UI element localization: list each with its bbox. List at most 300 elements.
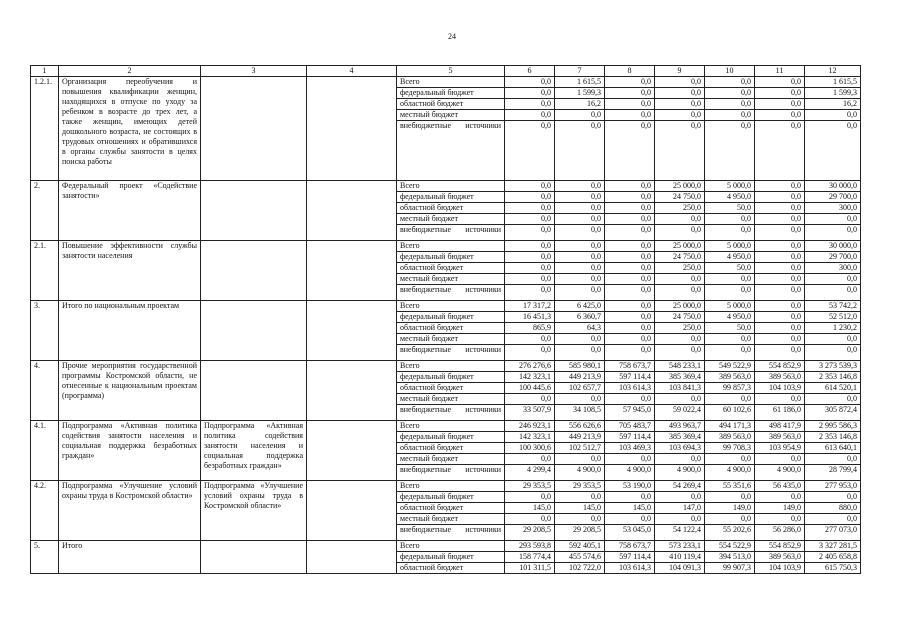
amount-cell: 0,0 — [805, 274, 861, 285]
amount-cell: 29 353,5 — [555, 481, 605, 492]
amount-cell: 389 563,0 — [755, 552, 805, 563]
amount-cell: 0,0 — [605, 514, 655, 525]
amount-cell: 142 323,1 — [505, 372, 555, 383]
amount-cell: 300,0 — [805, 203, 861, 214]
amount-cell: 246 923,1 — [505, 421, 555, 432]
amount-cell: 573 233,1 — [655, 541, 705, 552]
amount-cell: 389 563,0 — [755, 372, 805, 383]
amount-cell: 449 213,9 — [555, 372, 605, 383]
funding-source: областной бюджет — [397, 263, 505, 274]
amount-cell: 0,0 — [705, 214, 755, 225]
amount-cell: 0,0 — [605, 274, 655, 285]
amount-cell: 0,0 — [505, 192, 555, 203]
amount-cell: 0,0 — [555, 181, 605, 192]
amount-cell: 0,0 — [555, 121, 605, 181]
amount-cell: 0,0 — [705, 88, 755, 99]
amount-cell: 53 742,2 — [805, 301, 861, 312]
row-code: 4. — [31, 361, 59, 421]
page-number: 24 — [448, 32, 456, 41]
amount-cell: 0,0 — [505, 110, 555, 121]
amount-cell: 0,0 — [555, 241, 605, 252]
amount-cell: 250,0 — [655, 263, 705, 274]
program-name — [201, 361, 307, 421]
amount-cell: 104 091,3 — [655, 563, 705, 574]
amount-cell: 0,0 — [505, 285, 555, 301]
amount-cell: 50,0 — [705, 203, 755, 214]
table-row — [31, 361, 861, 372]
amount-cell: 0,0 — [755, 345, 805, 361]
amount-cell: 389 563,0 — [705, 432, 755, 443]
amount-cell: 0,0 — [655, 492, 705, 503]
amount-cell: 0,0 — [805, 454, 861, 465]
funding-source: местный бюджет — [397, 274, 505, 285]
table-row — [31, 77, 861, 88]
amount-cell: 16 451,3 — [505, 312, 555, 323]
amount-cell: 0,0 — [705, 274, 755, 285]
amount-cell: 493 963,7 — [655, 421, 705, 432]
amount-cell: 0,0 — [605, 241, 655, 252]
amount-cell: 103 469,3 — [605, 443, 655, 454]
amount-cell: 24 750,0 — [655, 252, 705, 263]
amount-cell: 0,0 — [755, 285, 805, 301]
amount-cell: 410 119,4 — [655, 552, 705, 563]
amount-cell: 0,0 — [605, 88, 655, 99]
amount-cell: 2 353 146,8 — [805, 372, 861, 383]
column-header: 11 — [755, 66, 805, 77]
amount-cell: 103 694,3 — [655, 443, 705, 454]
amount-cell: 0,0 — [655, 214, 705, 225]
amount-cell: 53 190,0 — [605, 481, 655, 492]
amount-cell: 60 102,6 — [705, 405, 755, 421]
amount-cell: 0,0 — [755, 225, 805, 241]
amount-cell: 0,0 — [805, 110, 861, 121]
amount-cell: 0,0 — [605, 110, 655, 121]
amount-cell: 5 000,0 — [705, 181, 755, 192]
amount-cell: 549 522,9 — [705, 361, 755, 372]
amount-cell: 758 673,7 — [605, 361, 655, 372]
funding-source: местный бюджет — [397, 394, 505, 405]
amount-cell: 6 360,7 — [555, 312, 605, 323]
funding-source: областной бюджет — [397, 443, 505, 454]
amount-cell: 0,0 — [705, 285, 755, 301]
amount-cell: 0,0 — [705, 225, 755, 241]
amount-cell: 56 435,0 — [755, 481, 805, 492]
amount-cell: 4 900,0 — [555, 465, 605, 481]
amount-cell: 6 425,0 — [555, 301, 605, 312]
funding-source: федеральный бюджет — [397, 252, 505, 263]
amount-cell: 0,0 — [755, 334, 805, 345]
amount-cell: 394 513,0 — [705, 552, 755, 563]
amount-cell: 102 512,7 — [555, 443, 605, 454]
amount-cell: 0,0 — [605, 77, 655, 88]
amount-cell: 548 233,1 — [655, 361, 705, 372]
amount-cell: 705 483,7 — [605, 421, 655, 432]
funding-source: Всего — [397, 241, 505, 252]
column-header: 1 — [31, 66, 59, 77]
amount-cell: 0,0 — [755, 394, 805, 405]
measure-name: Итого — [59, 541, 201, 574]
amount-cell: 3 273 539,3 — [805, 361, 861, 372]
amount-cell: 100 300,6 — [505, 443, 555, 454]
amount-cell: 102 722,0 — [555, 563, 605, 574]
amount-cell: 0,0 — [655, 334, 705, 345]
row-code: 3. — [31, 301, 59, 361]
amount-cell: 99 907,3 — [705, 563, 755, 574]
amount-cell: 0,0 — [655, 394, 705, 405]
amount-cell: 0,0 — [755, 252, 805, 263]
amount-cell: 277 953,0 — [805, 481, 861, 492]
amount-cell: 1 599,3 — [805, 88, 861, 99]
amount-cell: 104 103,9 — [755, 563, 805, 574]
funding-source: внебюджетные источники — [397, 345, 505, 361]
amount-cell: 0,0 — [755, 88, 805, 99]
amount-cell: 4 950,0 — [705, 252, 755, 263]
amount-cell: 24 750,0 — [655, 192, 705, 203]
funding-source: областной бюджет — [397, 203, 505, 214]
amount-cell: 0,0 — [505, 514, 555, 525]
amount-cell: 25 000,0 — [655, 241, 705, 252]
amount-cell: 0,0 — [605, 345, 655, 361]
amount-cell: 33 507,9 — [505, 405, 555, 421]
amount-cell: 101 311,5 — [505, 563, 555, 574]
amount-cell: 0,0 — [505, 274, 555, 285]
row-code: 2. — [31, 181, 59, 241]
funding-source: Всего — [397, 77, 505, 88]
amount-cell: 102 657,7 — [555, 383, 605, 394]
amount-cell: 0,0 — [605, 192, 655, 203]
amount-cell: 0,0 — [755, 203, 805, 214]
funding-source: федеральный бюджет — [397, 312, 505, 323]
table-row — [31, 241, 861, 252]
executor-cell — [307, 421, 397, 481]
amount-cell: 0,0 — [555, 203, 605, 214]
funding-source: федеральный бюджет — [397, 88, 505, 99]
amount-cell: 554 852,9 — [755, 361, 805, 372]
amount-cell: 585 980,1 — [555, 361, 605, 372]
amount-cell: 147,0 — [655, 503, 705, 514]
amount-cell: 0,0 — [755, 454, 805, 465]
amount-cell: 0,0 — [705, 514, 755, 525]
amount-cell: 4 900,0 — [705, 465, 755, 481]
amount-cell: 0,0 — [555, 345, 605, 361]
funding-source: федеральный бюджет — [397, 192, 505, 203]
amount-cell: 0,0 — [505, 345, 555, 361]
amount-cell: 293 593,8 — [505, 541, 555, 552]
amount-cell: 0,0 — [505, 225, 555, 241]
amount-cell: 0,0 — [655, 77, 705, 88]
amount-cell: 865,9 — [505, 323, 555, 334]
program-name — [201, 77, 307, 181]
funding-source: внебюджетные источники — [397, 285, 505, 301]
amount-cell: 59 022,4 — [655, 405, 705, 421]
amount-cell: 0,0 — [805, 394, 861, 405]
amount-cell: 29 208,5 — [555, 525, 605, 541]
amount-cell: 34 108,5 — [555, 405, 605, 421]
table-row — [31, 181, 861, 192]
amount-cell: 99 708,3 — [705, 443, 755, 454]
amount-cell: 30 000,0 — [805, 181, 861, 192]
funding-source: местный бюджет — [397, 514, 505, 525]
amount-cell: 0,0 — [505, 203, 555, 214]
funding-source: областной бюджет — [397, 99, 505, 110]
funding-source: местный бюджет — [397, 454, 505, 465]
amount-cell: 277 073,0 — [805, 525, 861, 541]
amount-cell: 0,0 — [505, 492, 555, 503]
amount-cell: 0,0 — [505, 214, 555, 225]
amount-cell: 24 750,0 — [655, 312, 705, 323]
amount-cell: 0,0 — [655, 121, 705, 181]
amount-cell: 29 700,0 — [805, 252, 861, 263]
measure-name: Итого по национальным проектам — [59, 301, 201, 361]
amount-cell: 149,0 — [755, 503, 805, 514]
amount-cell: 0,0 — [805, 225, 861, 241]
amount-cell: 4 900,0 — [755, 465, 805, 481]
amount-cell: 103 614,3 — [605, 563, 655, 574]
amount-cell: 613 640,1 — [805, 443, 861, 454]
amount-cell: 0,0 — [555, 214, 605, 225]
amount-cell: 0,0 — [505, 334, 555, 345]
amount-cell: 0,0 — [755, 192, 805, 203]
program-name — [201, 241, 307, 301]
amount-cell: 0,0 — [505, 99, 555, 110]
funding-source: Всего — [397, 181, 505, 192]
executor-cell — [307, 481, 397, 541]
funding-source: областной бюджет — [397, 323, 505, 334]
funding-source: Всего — [397, 541, 505, 552]
amount-cell: 25 000,0 — [655, 181, 705, 192]
amount-cell: 54 269,4 — [655, 481, 705, 492]
funding-source: местный бюджет — [397, 334, 505, 345]
program-name: Подпрограмма «Активная политика содействия занятости населения и социальная поддержка безработных граждан» — [201, 421, 307, 481]
amount-cell: 0,0 — [555, 492, 605, 503]
measure-name: Подпрограмма «Улучшение условий охраны труда в Костромской области» — [59, 481, 201, 541]
amount-cell: 494 171,3 — [705, 421, 755, 432]
column-header-row — [31, 66, 861, 77]
amount-cell: 0,0 — [755, 121, 805, 181]
amount-cell: 0,0 — [755, 263, 805, 274]
amount-cell: 0,0 — [655, 225, 705, 241]
executor-cell — [307, 181, 397, 241]
amount-cell: 0,0 — [505, 77, 555, 88]
amount-cell: 0,0 — [655, 110, 705, 121]
measure-name: Подпрограмма «Активная политика содействия занятости населения и социальная поддержка безработных граждан» — [59, 421, 201, 481]
amount-cell: 4 900,0 — [655, 465, 705, 481]
funding-source: федеральный бюджет — [397, 492, 505, 503]
amount-cell: 614 520,1 — [805, 383, 861, 394]
table-row — [31, 421, 861, 432]
funding-source: внебюджетные источники — [397, 121, 505, 181]
amount-cell: 300,0 — [805, 263, 861, 274]
amount-cell: 880,0 — [805, 503, 861, 514]
funding-source: федеральный бюджет — [397, 432, 505, 443]
amount-cell: 30 000,0 — [805, 241, 861, 252]
amount-cell: 0,0 — [505, 121, 555, 181]
amount-cell: 0,0 — [705, 121, 755, 181]
amount-cell: 0,0 — [555, 225, 605, 241]
funding-source: Всего — [397, 481, 505, 492]
amount-cell: 0,0 — [755, 110, 805, 121]
funding-source: федеральный бюджет — [397, 372, 505, 383]
amount-cell: 0,0 — [705, 345, 755, 361]
amount-cell: 29 700,0 — [805, 192, 861, 203]
amount-cell: 0,0 — [605, 323, 655, 334]
amount-cell: 0,0 — [505, 454, 555, 465]
column-header: 3 — [201, 66, 307, 77]
amount-cell: 0,0 — [505, 88, 555, 99]
table-row — [31, 301, 861, 312]
amount-cell: 554 522,9 — [705, 541, 755, 552]
amount-cell: 498 417,9 — [755, 421, 805, 432]
amount-cell: 2 405 658,8 — [805, 552, 861, 563]
amount-cell: 0,0 — [755, 274, 805, 285]
amount-cell: 4 299,4 — [505, 465, 555, 481]
amount-cell: 0,0 — [805, 214, 861, 225]
amount-cell: 0,0 — [555, 334, 605, 345]
amount-cell: 250,0 — [655, 323, 705, 334]
amount-cell: 0,0 — [655, 345, 705, 361]
measure-name: Прочие мероприятия государственной программы Костромской области, не отнесенные к национальным проектам (программа) — [59, 361, 201, 421]
program-name — [201, 541, 307, 574]
amount-cell: 0,0 — [605, 181, 655, 192]
amount-cell: 0,0 — [605, 121, 655, 181]
amount-cell: 0,0 — [755, 301, 805, 312]
measure-name: Повышение эффективности службы занятости населения — [59, 241, 201, 301]
amount-cell: 0,0 — [755, 492, 805, 503]
amount-cell: 52 512,0 — [805, 312, 861, 323]
amount-cell: 0,0 — [755, 214, 805, 225]
funding-source: Всего — [397, 361, 505, 372]
amount-cell: 0,0 — [705, 454, 755, 465]
amount-cell: 0,0 — [555, 274, 605, 285]
amount-cell: 0,0 — [605, 492, 655, 503]
amount-cell: 149,0 — [705, 503, 755, 514]
column-header: 6 — [505, 66, 555, 77]
amount-cell: 385 369,4 — [655, 372, 705, 383]
amount-cell: 0,0 — [605, 334, 655, 345]
amount-cell: 0,0 — [755, 514, 805, 525]
amount-cell: 0,0 — [505, 241, 555, 252]
row-code: 1.2.1. — [31, 77, 59, 181]
amount-cell: 0,0 — [605, 312, 655, 323]
amount-cell: 103 954,9 — [755, 443, 805, 454]
executor-cell — [307, 541, 397, 574]
column-header: 5 — [397, 66, 505, 77]
amount-cell: 0,0 — [705, 99, 755, 110]
amount-cell: 0,0 — [605, 454, 655, 465]
row-code: 2.1. — [31, 241, 59, 301]
amount-cell: 0,0 — [755, 77, 805, 88]
amount-cell: 2 995 586,3 — [805, 421, 861, 432]
amount-cell: 104 103,9 — [755, 383, 805, 394]
amount-cell: 0,0 — [555, 285, 605, 301]
amount-cell: 5 000,0 — [705, 301, 755, 312]
amount-cell: 0,0 — [605, 394, 655, 405]
amount-cell: 0,0 — [705, 394, 755, 405]
amount-cell: 54 122,4 — [655, 525, 705, 541]
amount-cell: 0,0 — [555, 192, 605, 203]
amount-cell: 615 750,3 — [805, 563, 861, 574]
amount-cell: 145,0 — [555, 503, 605, 514]
table-row — [31, 481, 861, 492]
amount-cell: 61 186,0 — [755, 405, 805, 421]
amount-cell: 25 000,0 — [655, 301, 705, 312]
amount-cell: 449 213,9 — [555, 432, 605, 443]
amount-cell: 597 114,4 — [605, 552, 655, 563]
amount-cell: 0,0 — [805, 334, 861, 345]
amount-cell: 57 945,0 — [605, 405, 655, 421]
amount-cell: 99 857,3 — [705, 383, 755, 394]
amount-cell: 455 574,6 — [555, 552, 605, 563]
amount-cell: 250,0 — [655, 203, 705, 214]
funding-source: федеральный бюджет — [397, 552, 505, 563]
amount-cell: 145,0 — [605, 503, 655, 514]
funding-source: внебюджетные источники — [397, 225, 505, 241]
amount-cell: 0,0 — [805, 285, 861, 301]
amount-cell: 0,0 — [555, 514, 605, 525]
amount-cell: 2 353 146,8 — [805, 432, 861, 443]
amount-cell: 1 615,5 — [555, 77, 605, 88]
amount-cell: 103 841,3 — [655, 383, 705, 394]
program-name: Подпрограмма «Улучшение условий охраны труда в Костромской области» — [201, 481, 307, 541]
amount-cell: 0,0 — [655, 88, 705, 99]
amount-cell: 0,0 — [755, 99, 805, 110]
amount-cell: 0,0 — [555, 263, 605, 274]
amount-cell: 50,0 — [705, 323, 755, 334]
amount-cell: 64,3 — [555, 323, 605, 334]
executor-cell — [307, 77, 397, 181]
amount-cell: 0,0 — [805, 514, 861, 525]
amount-cell: 0,0 — [605, 99, 655, 110]
amount-cell: 55 351,6 — [705, 481, 755, 492]
amount-cell: 385 369,4 — [655, 432, 705, 443]
amount-cell: 3 327 281,5 — [805, 541, 861, 552]
amount-cell: 142 323,1 — [505, 432, 555, 443]
amount-cell: 0,0 — [755, 312, 805, 323]
funding-source: внебюджетные источники — [397, 405, 505, 421]
row-code: 4.2. — [31, 481, 59, 541]
column-header: 8 — [605, 66, 655, 77]
funding-source: Всего — [397, 421, 505, 432]
amount-cell: 0,0 — [755, 181, 805, 192]
amount-cell: 16,2 — [555, 99, 605, 110]
amount-cell: 0,0 — [755, 241, 805, 252]
amount-cell: 0,0 — [805, 492, 861, 503]
amount-cell: 597 114,4 — [605, 372, 655, 383]
funding-source: внебюджетные источники — [397, 465, 505, 481]
funding-source: местный бюджет — [397, 110, 505, 121]
amount-cell: 592 405,1 — [555, 541, 605, 552]
amount-cell: 0,0 — [505, 252, 555, 263]
amount-cell: 28 799,4 — [805, 465, 861, 481]
amount-cell: 276 276,6 — [505, 361, 555, 372]
amount-cell: 0,0 — [755, 323, 805, 334]
column-header: 4 — [307, 66, 397, 77]
executor-cell — [307, 361, 397, 421]
column-header: 10 — [705, 66, 755, 77]
amount-cell: 4 950,0 — [705, 192, 755, 203]
amount-cell: 29 208,5 — [505, 525, 555, 541]
amount-cell: 29 353,5 — [505, 481, 555, 492]
row-code: 4.1. — [31, 421, 59, 481]
executor-cell — [307, 301, 397, 361]
amount-cell: 0,0 — [655, 514, 705, 525]
amount-cell: 556 626,6 — [555, 421, 605, 432]
amount-cell: 145,0 — [505, 503, 555, 514]
funding-source: внебюджетные источники — [397, 525, 505, 541]
amount-cell: 0,0 — [655, 274, 705, 285]
amount-cell: 17 317,2 — [505, 301, 555, 312]
measure-name: Федеральный проект «Содействие занятости» — [59, 181, 201, 241]
